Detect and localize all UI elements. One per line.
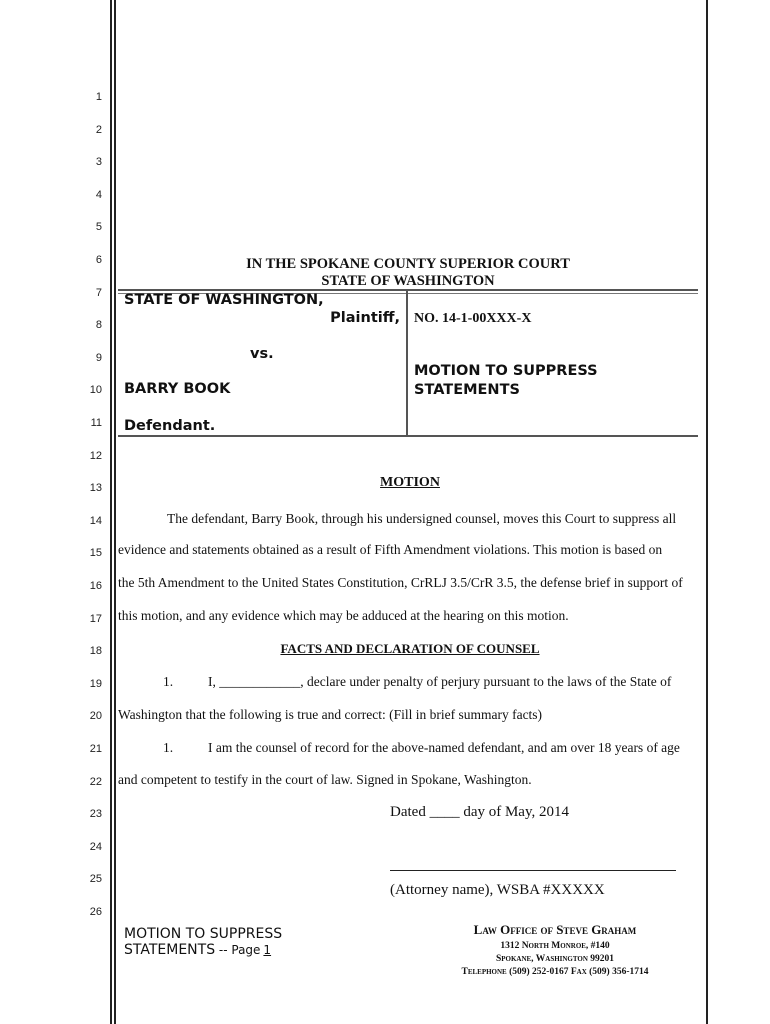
defendant-name: BARRY BOOK (124, 381, 231, 397)
facts-item1-line1: I, ____________, declare under penalty of perjury pursuant to the laws of the State of (208, 674, 672, 689)
line-number: 3 (95, 156, 102, 169)
dated-line: Dated ____ day of May, 2014 (390, 804, 569, 820)
line-number: 20 (89, 710, 102, 723)
law-office-address-2: Spokane, Washington 99201 (495, 954, 615, 964)
plaintiff-name: STATE OF WASHINGTON, (124, 292, 324, 308)
footer-document-title (124, 926, 282, 958)
line-number: 25 (89, 873, 102, 886)
facts-heading: FACTS AND DECLARATION OF COUNSEL (280, 641, 540, 656)
line-number: 1 (95, 91, 102, 103)
signature-line (390, 870, 676, 871)
court-name: IN THE SPOKANE COUNTY SUPERIOR COURT (246, 256, 570, 272)
versus-label: vs. (250, 346, 274, 362)
line-number: 7 (95, 286, 102, 299)
line-number: 8 (95, 319, 102, 332)
document-title-line2: STATEMENTS (414, 382, 520, 398)
motion-line-4: this motion, and any evidence which may be adduced at the hearing on this motion. (118, 608, 569, 623)
law-office-phone: Telephone (509) 252-0167 Fax (509) 356-1714 (461, 967, 649, 977)
facts-item2-line2: and competent to testify in the court of law. Signed in Spokane, Washington. (118, 772, 532, 787)
line-number: 23 (89, 808, 102, 821)
line-number: 12 (89, 449, 102, 462)
motion-line-2: evidence and statements obtained as a result of Fifth Amendment violations. This motion is based on (118, 542, 663, 557)
document-title (414, 362, 598, 400)
line-number: 24 (89, 840, 102, 853)
line-number: 21 (89, 743, 102, 755)
footer-title-line1: MOTION TO SUPPRESS (124, 926, 283, 942)
line-number: 26 (89, 906, 102, 918)
line-number: 4 (95, 188, 102, 201)
motion-heading: MOTION (380, 475, 440, 490)
footer-title-line2 (124, 942, 282, 958)
attorney-name: (Attorney name), WSBA #XXXXX (390, 882, 605, 898)
line-number: 11 (90, 417, 102, 429)
caption-divider (406, 291, 408, 437)
caption-top-rule (118, 289, 698, 291)
line-number: 6 (95, 254, 102, 266)
line-number: 13 (89, 482, 102, 495)
footer-title-line2-text: STATEMENTS (124, 942, 216, 958)
right-margin-rule (706, 0, 708, 1024)
law-office-address-1: 1312 North Monroe, #140 (500, 941, 610, 951)
line-number: 22 (89, 775, 102, 788)
line-number: 15 (89, 547, 102, 560)
law-office-block (430, 922, 680, 979)
line-number: 10 (89, 384, 102, 397)
facts-item1-number: 1. (163, 674, 174, 689)
motion-line-1: The defendant, Barry Book, through his undersigned counsel, moves this Court to suppress all (167, 511, 677, 526)
left-margin-rule-inner (114, 0, 116, 1024)
line-number: 5 (95, 221, 102, 234)
facts-item2-number: 1. (163, 740, 174, 755)
court-heading (118, 256, 698, 290)
footer-page-label: -- Page (215, 943, 261, 957)
line-number: 18 (89, 645, 102, 658)
case-number: NO. 14-1-00XXX-X (414, 311, 532, 326)
line-number: 14 (89, 514, 102, 527)
court-state: STATE OF WASHINGTON (321, 273, 495, 289)
defendant-role: Defendant. (124, 418, 216, 434)
facts-item1-line2: Washington that the following is true and correct: (Fill in brief summary facts) (118, 707, 543, 722)
caption-bottom-rule (118, 435, 698, 437)
left-margin-rule-outer (110, 0, 112, 1024)
law-office-name: Law Office of Steve Graham (473, 922, 637, 937)
line-number: 2 (95, 123, 102, 136)
plaintiff-role: Plaintiff, (330, 310, 400, 326)
line-number: 17 (89, 612, 102, 625)
footer-page-number: 1 (263, 943, 272, 957)
line-number: 9 (95, 351, 102, 364)
line-number: 19 (89, 677, 102, 690)
line-number: 16 (89, 580, 102, 592)
facts-item2-line1: I am the counsel of record for the above-named defendant, and am over 18 years of age (208, 740, 680, 755)
document-title-line1: MOTION TO SUPPRESS (414, 363, 598, 379)
motion-line-3: the 5th Amendment to the United States Constitution, CrRLJ 3.5/CrR 3.5, the defense brief in support of (118, 575, 683, 590)
